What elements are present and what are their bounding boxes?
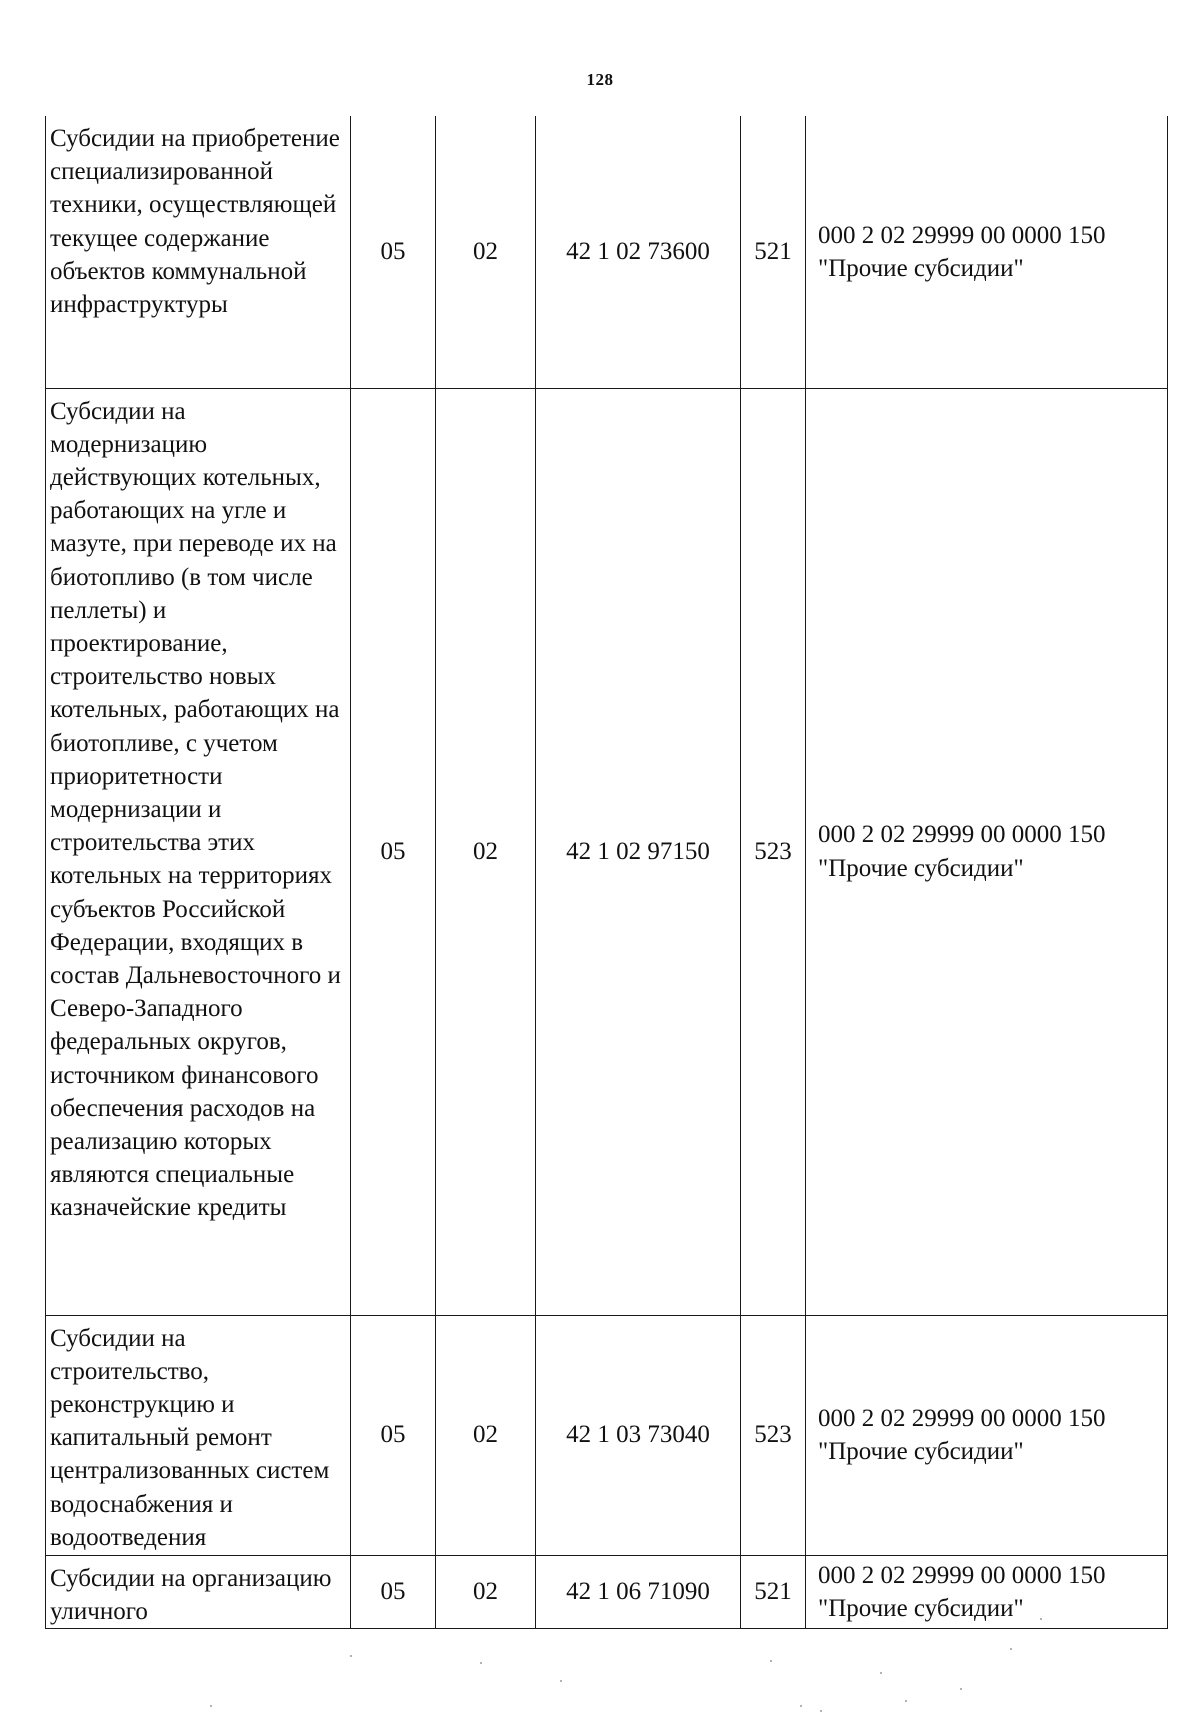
section-cell: 05	[351, 116, 436, 388]
expense-name: Субсидии на строительство, реконструкцию и капитальный ремонт централизованных систем водоснабжения и водоотведения	[50, 1324, 330, 1551]
target-article-cell: 42 1 02 73600	[536, 116, 741, 388]
budget-table	[45, 116, 1168, 1629]
expense-type-cell: 521	[741, 1555, 806, 1628]
table-row	[46, 1555, 1168, 1628]
section-cell: 05	[351, 388, 436, 1315]
subsection-cell: 02	[436, 388, 536, 1315]
table-row	[46, 388, 1168, 1315]
page-number: 128	[586, 70, 614, 89]
revenue-source-cell: 000 2 02 29999 00 0000 150 "Прочие субсидии"	[806, 388, 1168, 1315]
expense-name-cell	[46, 388, 351, 1315]
expense-type-cell: 521	[741, 116, 806, 388]
section-cell: 05	[351, 1315, 436, 1555]
expense-name-cell	[46, 1555, 351, 1628]
expense-name-cell	[46, 1315, 351, 1555]
subsection-cell: 02	[436, 1315, 536, 1555]
expense-type-cell: 523	[741, 388, 806, 1315]
table-row	[46, 1315, 1168, 1555]
expense-name: Субсидии на организацию уличного	[50, 1564, 332, 1625]
section-cell: 05	[351, 1555, 436, 1628]
revenue-source-cell: 000 2 02 29999 00 0000 150 "Прочие субсидии"	[806, 1315, 1168, 1555]
target-article-cell: 42 1 03 73040	[536, 1315, 741, 1555]
table-row	[46, 116, 1168, 388]
expense-type-cell: 523	[741, 1315, 806, 1555]
target-article-cell: 42 1 02 97150	[536, 388, 741, 1315]
subsection-cell: 02	[436, 1555, 536, 1628]
subsection-cell: 02	[436, 116, 536, 388]
target-article-cell: 42 1 06 71090	[536, 1555, 741, 1628]
expense-name-cell	[46, 116, 351, 388]
revenue-source-cell: 000 2 02 29999 00 0000 150 "Прочие субсидии"	[806, 1555, 1168, 1628]
expense-name: Субсидии на модернизацию действующих котельных, работающих на угле и мазуте, при переводе их на биотопливо (в том числе пеллеты) и проектирование, строительство новых котельных, работающих на биотопливе, с учетом приоритетности модернизации и строительства этих котельных на территориях субъектов Российской Федерации, входящих в состав Дальневосточного и Северо-Западного федеральных округов, источником финансового обеспечения расходов на реализацию которых являются специальные казначейские кредиты	[50, 397, 341, 1222]
expense-name: Субсидии на приобретение специализированной техники, осуществляющей текущее содержание объектов коммунальной инфраструктуры	[50, 125, 340, 319]
revenue-source-cell: 000 2 02 29999 00 0000 150 "Прочие субсидии"	[806, 116, 1168, 388]
